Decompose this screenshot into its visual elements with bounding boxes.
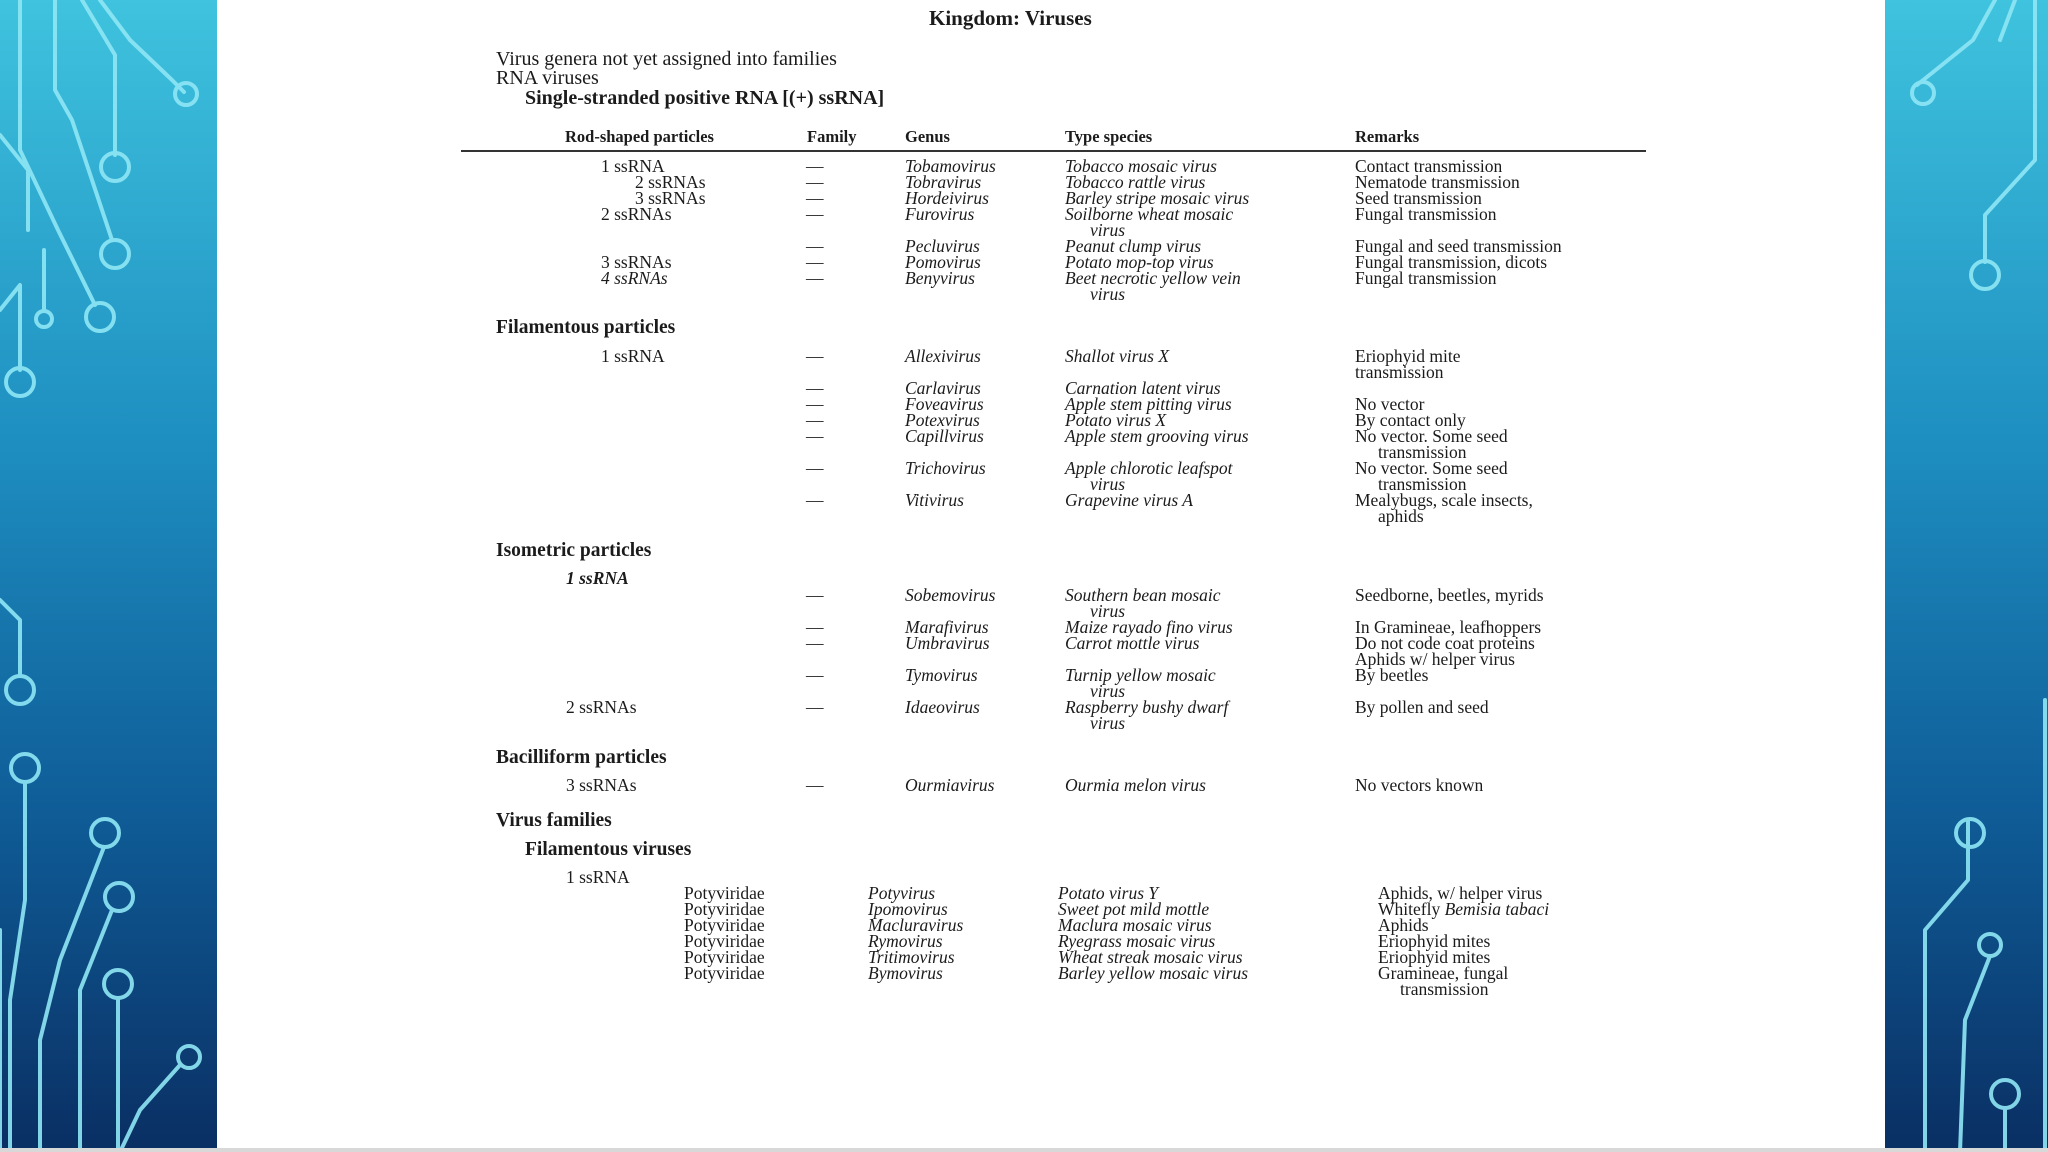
dash: — xyxy=(806,236,824,256)
table-row-label: 2 ssRNAs xyxy=(635,172,706,192)
family-cell: Potyviridae xyxy=(684,915,765,935)
species-cell: Wheat streak mosaic virus xyxy=(1058,947,1243,967)
genus-cell: Benyvirus xyxy=(905,268,975,288)
remarks-cell: Do not code coat proteins xyxy=(1355,633,1535,653)
column-header-family: Family xyxy=(807,127,857,146)
dash: — xyxy=(806,204,824,224)
genus-cell: Pomovirus xyxy=(905,252,981,272)
genus-cell: Tritimovirus xyxy=(868,947,955,967)
dash: — xyxy=(806,346,824,366)
species-cell: Barley stripe mosaic virus xyxy=(1065,188,1250,208)
document-page xyxy=(217,0,1885,1148)
genus-cell: Tobravirus xyxy=(905,172,982,192)
species-cell: Potato virus Y xyxy=(1058,883,1159,903)
genus-cell: Ourmiavirus xyxy=(905,775,995,795)
column-header-particles: Rod-shaped particles xyxy=(565,127,714,146)
species-cell-continued: virus xyxy=(1090,474,1125,494)
dash: — xyxy=(806,665,824,685)
dash: — xyxy=(806,172,824,192)
dash: — xyxy=(806,585,824,605)
species-cell-continued: virus xyxy=(1090,601,1125,621)
circuit-decoration-right-icon xyxy=(1885,0,2048,1152)
genus-cell: Marafivirus xyxy=(905,617,989,637)
dash: — xyxy=(806,188,824,208)
genus-cell: Sobemovirus xyxy=(905,585,996,605)
species-cell: Grapevine virus A xyxy=(1065,490,1193,510)
species-cell: Carrot mottle virus xyxy=(1065,633,1200,653)
genus-cell: Tobamovirus xyxy=(905,156,996,176)
species-cell-continued: virus xyxy=(1090,681,1125,701)
remarks-cell: Nematode transmission xyxy=(1355,172,1520,192)
species-cell: Peanut clump virus xyxy=(1065,236,1202,256)
species-cell-continued: virus xyxy=(1090,713,1125,733)
intro-line-1: Virus genera not yet assigned into families xyxy=(496,48,837,70)
remarks-cell: Eriophyid mites xyxy=(1378,947,1491,967)
column-header-genus: Genus xyxy=(905,127,950,146)
section-heading-filamentous: Filamentous particles xyxy=(496,317,676,338)
species-cell: Maclura mosaic virus xyxy=(1058,915,1212,935)
species-cell: Apple stem grooving virus xyxy=(1065,426,1249,446)
genus-cell: Allexivirus xyxy=(905,346,981,366)
genus-cell: Foveavirus xyxy=(905,394,984,414)
species-cell: Apple stem pitting virus xyxy=(1065,394,1232,414)
table-row-label: 1 ssRNA xyxy=(601,346,665,366)
remarks-cell: By beetles xyxy=(1355,665,1429,685)
remarks-cell: Mealybugs, scale insects, xyxy=(1355,490,1533,510)
remarks-cell: Fungal transmission xyxy=(1355,204,1497,224)
circuit-decoration-left-icon xyxy=(0,0,217,1152)
table-row-label: 3 ssRNAs xyxy=(566,775,637,795)
species-cell: Potato mop-top virus xyxy=(1065,252,1214,272)
remarks-cell: Seedborne, beetles, myrids xyxy=(1355,585,1544,605)
table-row-label: 3 ssRNAs xyxy=(601,252,672,272)
genus-cell: Umbravirus xyxy=(905,633,990,653)
genus-cell: Potyvirus xyxy=(868,883,936,903)
genus-cell: Ipomovirus xyxy=(868,899,948,919)
dash: — xyxy=(806,458,824,478)
remarks-cell-continued: transmission xyxy=(1378,474,1467,494)
species-cell: Tobacco mosaic virus xyxy=(1065,156,1217,176)
table-row-label: 4 ssRNAs xyxy=(601,268,668,288)
dash: — xyxy=(806,378,824,398)
remarks-cell: By pollen and seed xyxy=(1355,697,1489,717)
table-row-label: 1 ssRNA xyxy=(601,156,665,176)
bottom-edge xyxy=(0,1148,2048,1152)
right-circuit-panel xyxy=(1885,0,2048,1152)
species-cell: Barley yellow mosaic virus xyxy=(1058,963,1249,983)
family-cell: Potyviridae xyxy=(684,963,765,983)
remarks-cell: Gramineae, fungal xyxy=(1378,963,1509,983)
remarks-cell: Eriophyid mite xyxy=(1355,346,1461,366)
remarks-cell: Seed transmission xyxy=(1355,188,1482,208)
section-heading-bacilliform: Bacilliform particles xyxy=(496,747,667,768)
species-cell: Carnation latent virus xyxy=(1065,378,1221,398)
dash: — xyxy=(806,410,824,430)
remarks-cell: By contact only xyxy=(1355,410,1466,430)
remarks-cell-continued: transmission xyxy=(1400,979,1489,999)
genus-cell: Furovirus xyxy=(905,204,975,224)
section-subheading-filamentous-viruses: Filamentous viruses xyxy=(525,839,692,860)
species-cell: Maize rayado fino virus xyxy=(1065,617,1233,637)
table-row-label: 2 ssRNAs xyxy=(566,697,637,717)
genus-cell: Capillvirus xyxy=(905,426,984,446)
genus-cell: Rymovirus xyxy=(868,931,943,951)
genus-cell: Carlavirus xyxy=(905,378,981,398)
species-cell: Southern bean mosaic xyxy=(1065,585,1221,605)
remarks-italic-text: Bemisia tabaci xyxy=(1444,899,1550,919)
dash: — xyxy=(806,633,824,653)
family-cell: Potyviridae xyxy=(684,883,765,903)
genus-cell: Pecluvirus xyxy=(905,236,980,256)
genus-cell: Hordeivirus xyxy=(905,188,989,208)
section-sublabel: 1 ssRNA xyxy=(566,568,629,588)
dash: — xyxy=(806,697,824,717)
species-cell: Ourmia melon virus xyxy=(1065,775,1206,795)
left-circuit-panel xyxy=(0,0,217,1152)
genus-cell: Idaeovirus xyxy=(905,697,980,717)
species-cell-continued: virus xyxy=(1090,284,1125,304)
column-header-remarks: Remarks xyxy=(1355,127,1420,146)
remarks-cell: No vector. Some seed xyxy=(1355,426,1508,446)
remarks-cell: Fungal and seed transmission xyxy=(1355,236,1562,256)
remarks-cell-continued: aphids xyxy=(1378,506,1424,526)
section-sublabel: 1 ssRNA xyxy=(566,867,630,887)
species-cell: Shallot virus X xyxy=(1065,346,1170,366)
table-row-label: 3 ssRNAs xyxy=(635,188,706,208)
section-heading-families: Virus families xyxy=(496,810,612,831)
species-cell: Ryegrass mosaic virus xyxy=(1058,931,1216,951)
species-cell: Raspberry bushy dwarf xyxy=(1065,697,1229,717)
remarks-cell-continued: Aphids w/ helper virus xyxy=(1355,649,1515,669)
remarks-text: Whitefly xyxy=(1378,899,1445,919)
remarks-cell: No vector xyxy=(1355,394,1425,414)
family-cell: Potyviridae xyxy=(684,899,765,919)
dash: — xyxy=(806,617,824,637)
species-cell-continued: virus xyxy=(1090,220,1125,240)
remarks-cell-continued: transmission xyxy=(1378,442,1467,462)
remarks-cell: Eriophyid mites xyxy=(1378,931,1491,951)
remarks-cell: Fungal transmission xyxy=(1355,268,1497,288)
species-cell: Apple chlorotic leafspot xyxy=(1065,458,1233,478)
genus-cell: Vitivirus xyxy=(905,490,964,510)
dash: — xyxy=(806,394,824,414)
remarks-cell: No vectors known xyxy=(1355,775,1484,795)
remarks-cell: Fungal transmission, dicots xyxy=(1355,252,1548,272)
intro-line-3: Single-stranded positive RNA [(+) ssRNA] xyxy=(525,87,885,109)
family-cell: Potyviridae xyxy=(684,931,765,951)
column-header-type-species: Type species xyxy=(1065,127,1153,146)
remarks-cell: Aphids xyxy=(1378,915,1429,935)
species-cell: Soilborne wheat mosaic xyxy=(1065,204,1234,224)
intro-line-2: RNA viruses xyxy=(496,67,599,89)
remarks-cell: Aphids, w/ helper virus xyxy=(1378,883,1543,903)
page-title: Kingdom: Viruses xyxy=(929,6,1092,30)
dash: — xyxy=(806,775,824,795)
dash: — xyxy=(806,156,824,176)
remarks-cell-continued: transmission xyxy=(1355,362,1444,382)
species-cell: Turnip yellow mosaic xyxy=(1065,665,1216,685)
genus-cell: Bymovirus xyxy=(868,963,943,983)
dash: — xyxy=(806,490,824,510)
species-cell: Tobacco rattle virus xyxy=(1065,172,1206,192)
species-cell: Potato virus X xyxy=(1065,410,1167,430)
dash: — xyxy=(806,268,824,288)
genus-cell: Macluravirus xyxy=(868,915,964,935)
genus-cell: Trichovirus xyxy=(905,458,986,478)
remarks-cell: No vector. Some seed xyxy=(1355,458,1508,478)
genus-cell: Potexvirus xyxy=(905,410,980,430)
remarks-cell: In Gramineae, leafhoppers xyxy=(1355,617,1542,637)
dash: — xyxy=(806,426,824,446)
species-cell: Sweet pot mild mottle xyxy=(1058,899,1210,919)
table-row-label: 2 ssRNAs xyxy=(601,204,672,224)
section-heading-isometric: Isometric particles xyxy=(496,540,652,561)
dash: — xyxy=(806,252,824,272)
family-cell: Potyviridae xyxy=(684,947,765,967)
remarks-cell: Contact transmission xyxy=(1355,156,1503,176)
header-rule xyxy=(461,150,1646,152)
genus-cell: Tymovirus xyxy=(905,665,978,685)
species-cell: Beet necrotic yellow vein xyxy=(1065,268,1241,288)
